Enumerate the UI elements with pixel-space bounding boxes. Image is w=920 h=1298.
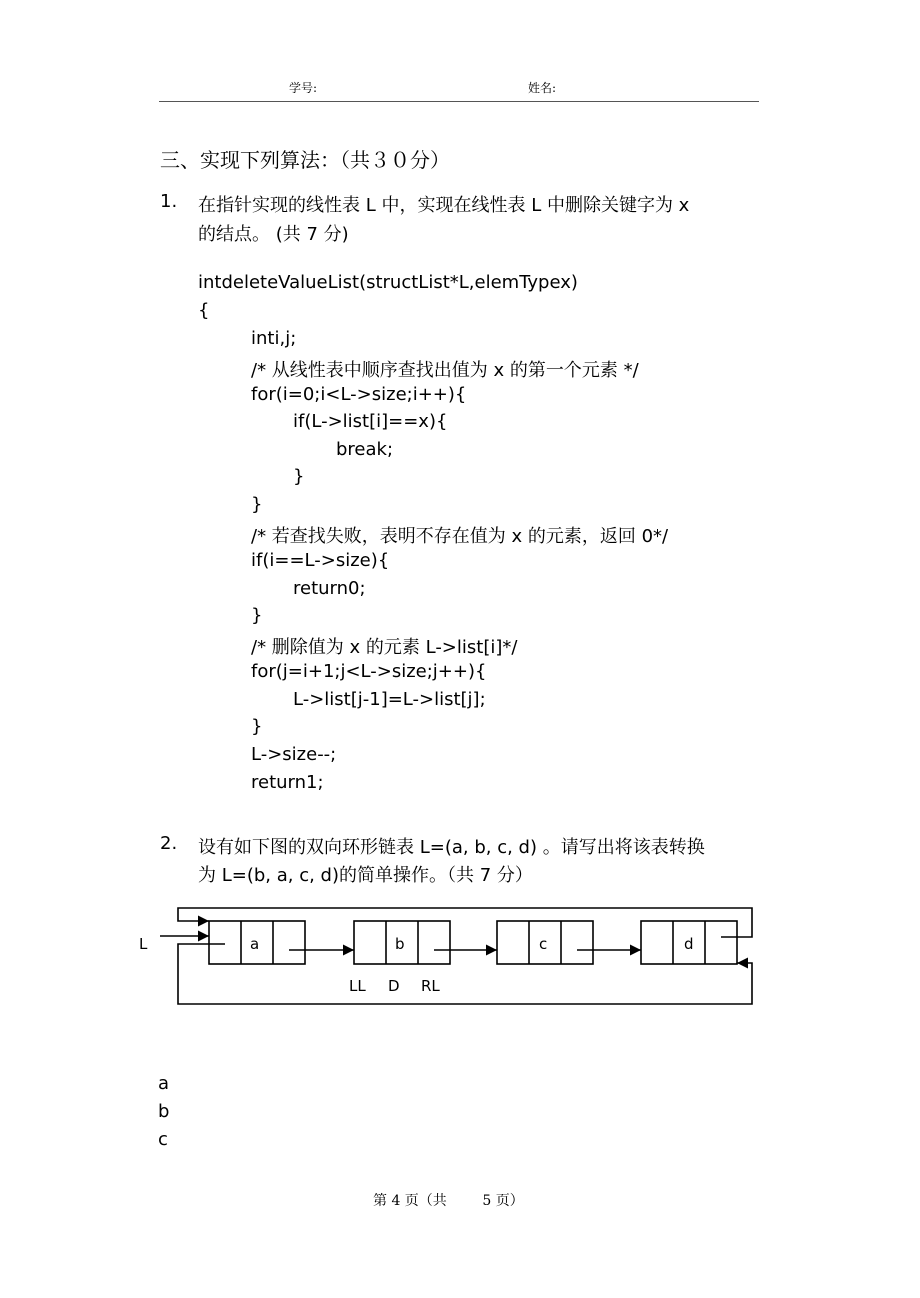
code-line: for(j=i+1;j<L->size;j++){: [251, 661, 487, 682]
code-line: intdeleteValueList(structList*L,elemTypex): [198, 272, 578, 293]
code-line: if(i==L->size){: [251, 550, 390, 571]
question-2-line-2: 为 L=(b, a, c, d)的简单操作。（共 7 分）: [198, 865, 533, 886]
node-c-label: c: [539, 935, 548, 953]
code-line: }: [251, 716, 263, 737]
code-line: {: [198, 300, 210, 321]
code-line: L->size--;: [251, 744, 337, 765]
answer-line-b: b: [158, 1101, 170, 1122]
name-label: 姓名:: [528, 81, 557, 95]
code-line: inti,j;: [251, 328, 297, 349]
question-1-line-2: 的结点。 (共 7 分): [198, 224, 349, 245]
field-label-ll: LL: [349, 977, 366, 995]
student-id-label: 学号:: [289, 81, 318, 95]
question-1-line-1: 在指针实现的线性表 L 中，实现在线性表 L 中删除关键字为 x: [198, 195, 690, 216]
code-line: /* 若查找失败，表明不存在值为 x 的元素，返回 0*/: [251, 526, 669, 547]
answer-line-c: c: [158, 1129, 168, 1150]
code-line: return0;: [293, 578, 366, 599]
code-line: return1;: [251, 772, 324, 793]
node-d-label: d: [684, 935, 694, 953]
field-label-d: D: [388, 977, 400, 995]
code-line: }: [251, 494, 263, 515]
question-2-number: 2.: [160, 833, 178, 854]
code-line: if(L->list[i]==x){: [293, 411, 448, 432]
code-line: L->list[j-1]=L->list[j];: [293, 689, 486, 710]
field-label-rl: RL: [421, 977, 440, 995]
circular-next-link: [178, 908, 752, 937]
circular-prev-link: [178, 944, 752, 1004]
question-2-line-1: 设有如下图的双向环形链表 L=(a, b, c, d) 。请写出将该表转换: [198, 837, 705, 858]
head-label: L: [139, 935, 148, 953]
answer-line-a: a: [158, 1073, 170, 1094]
node-b-label: b: [395, 935, 405, 953]
section-title: 三、实现下列算法：（共３０分）: [160, 148, 450, 172]
node-a-label: a: [250, 935, 260, 953]
code-line: /* 删除值为 x 的元素 L->list[i]*/: [251, 637, 518, 658]
page-footer: 第 4 页（共 5 页）: [373, 1193, 524, 1209]
question-1-number: 1.: [160, 191, 178, 212]
code-line: /* 从线性表中顺序查找出值为 x 的第一个元素 */: [251, 360, 639, 381]
code-line: }: [293, 466, 305, 487]
code-line: }: [251, 605, 263, 626]
code-line: for(i=0;i<L->size;i++){: [251, 384, 467, 405]
code-line: break;: [336, 439, 394, 460]
